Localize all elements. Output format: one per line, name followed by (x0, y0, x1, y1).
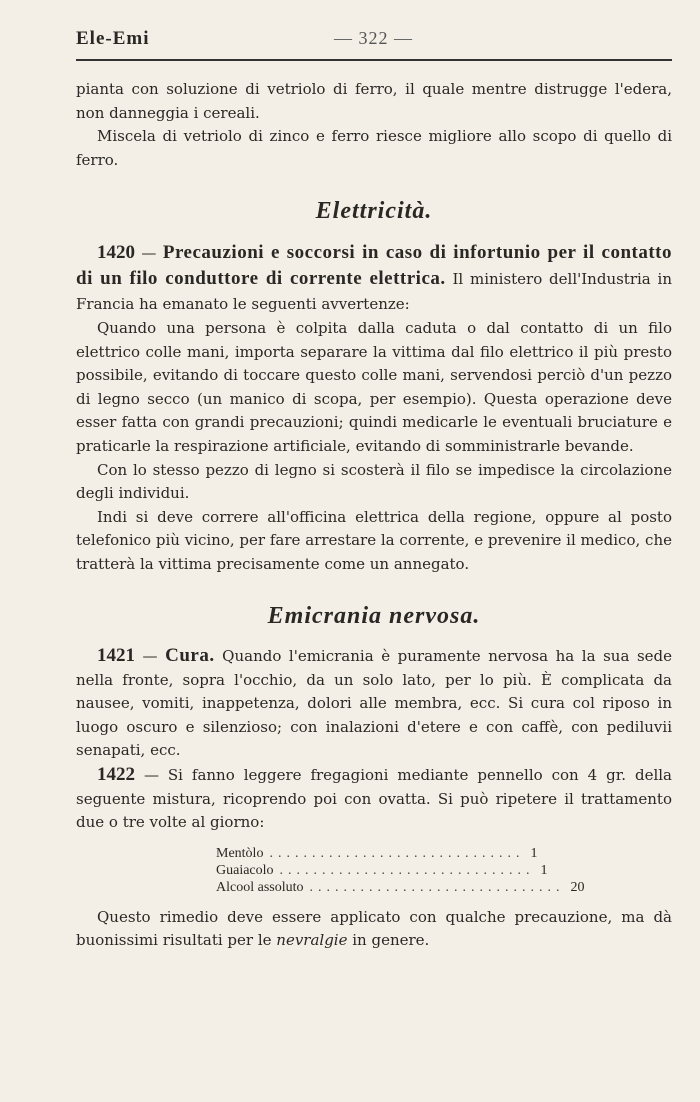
recipe-row (216, 845, 538, 862)
running-head (76, 26, 672, 54)
closing-paragraph (76, 906, 672, 953)
closing-text: Questo rimedio deve essere applicato con qualche precauzione, ma dà buonissimi risultati per le (76, 907, 672, 950)
entry-1421 (76, 644, 672, 763)
recipe-row (216, 879, 585, 896)
section-heading-elettricita: Elettricità. (315, 198, 433, 225)
ingredient-name: Mentòlo (216, 845, 264, 861)
leader-dots: .............................. (279, 862, 535, 878)
entry-number: 1422 (97, 764, 135, 786)
ingredient-name: Guaiacolo (216, 862, 274, 878)
ingredient-quantity: 1 (540, 862, 548, 878)
entry-number: 1421 (97, 645, 135, 667)
leader-dots: .............................. (269, 845, 525, 861)
paragraph: Con lo stesso pezzo di legno si scosterà il filo se impedisce la circolazione degli individui. (76, 460, 672, 503)
ingredient-quantity: 1 (530, 845, 538, 861)
intro-paragraph-1: pianta con soluzione di vetriolo di ferro, il quale mentre distrugge l'edera, non danneggia i cereali. (76, 80, 672, 122)
ingredient-name: Alcool assoluto (216, 879, 304, 895)
recipe-row (216, 862, 548, 879)
page-body (76, 78, 672, 953)
entry-title: Cura. (165, 645, 215, 667)
closing-italic-term: nevralgie (276, 931, 348, 950)
entry-dash: — (135, 243, 163, 262)
entry-text: Quando l'emicrania è puramente nervosa ha la sua sede nella fronte, sopra l'occhio, da un solo lato, per lo più. È complicata da nausee, vomiti, inappetenza, dolori alle membra, ecc. Si cura col riposo in luogo oscuro e silenzioso; con inalazioni d'etere e con caffè, con pediluvii senapati, ecc. (76, 647, 673, 760)
entry-1420 (76, 240, 672, 317)
entry-number: 1420 (97, 241, 135, 263)
ingredient-quantity: 20 (570, 879, 585, 895)
leader-dots: .............................. (309, 879, 565, 895)
section-heading-emicrania: Emicrania nervosa. (267, 602, 481, 629)
entry-text: — Si fanno leggere fregagioni mediante pennello con 4 gr. della seguente mistura, ricoprendo poi con ovatta. Si può ripetere il trattamento due o tre volte al giorno: (76, 766, 672, 832)
paragraph: Indi si deve correre all'officina elettrica della regione, oppure al posto telefonico più vicino, per fare arrestare la corrente, e prevenire il medico, che tratterà la vittima precisamente come un annegato. (76, 507, 672, 573)
entry-text: Il ministero dell'Industria in Francia ha emanato le seguenti avvertenze: (76, 269, 672, 313)
header-rule (76, 59, 672, 61)
running-head-title: Ele-Emi (76, 28, 150, 49)
page-number: — 322 — (334, 28, 413, 48)
closing-text-end: in genere. (347, 931, 430, 950)
entry-1422 (76, 763, 672, 835)
recipe-table (216, 845, 585, 896)
entry-title: Precauzioni e soccorsi in caso di infortunio per il contatto di un filo conduttore di corrente elettrica. (76, 241, 672, 289)
entry-dash: — (135, 647, 166, 666)
paragraph: Quando una persona è colpita dalla caduta o dal contatto di un filo elettrico colle mani, importa separare la vittima dal filo elettrico il più presto possibile, evitando di toccare questo colle mani, servendosi perciò d'un pezzo di legno secco (un manico di scopa, per esempio). Questa operazione deve esser fatta con grandi precauzioni; quindi medicarle le eventuali bruciature e praticarle la respirazione artificiale, evitando di somministrarle bevande. (76, 318, 672, 455)
intro-paragraph-2: Miscela di vetriolo di zinco e ferro riesce migliore allo scopo di quello di ferro. (76, 127, 672, 169)
